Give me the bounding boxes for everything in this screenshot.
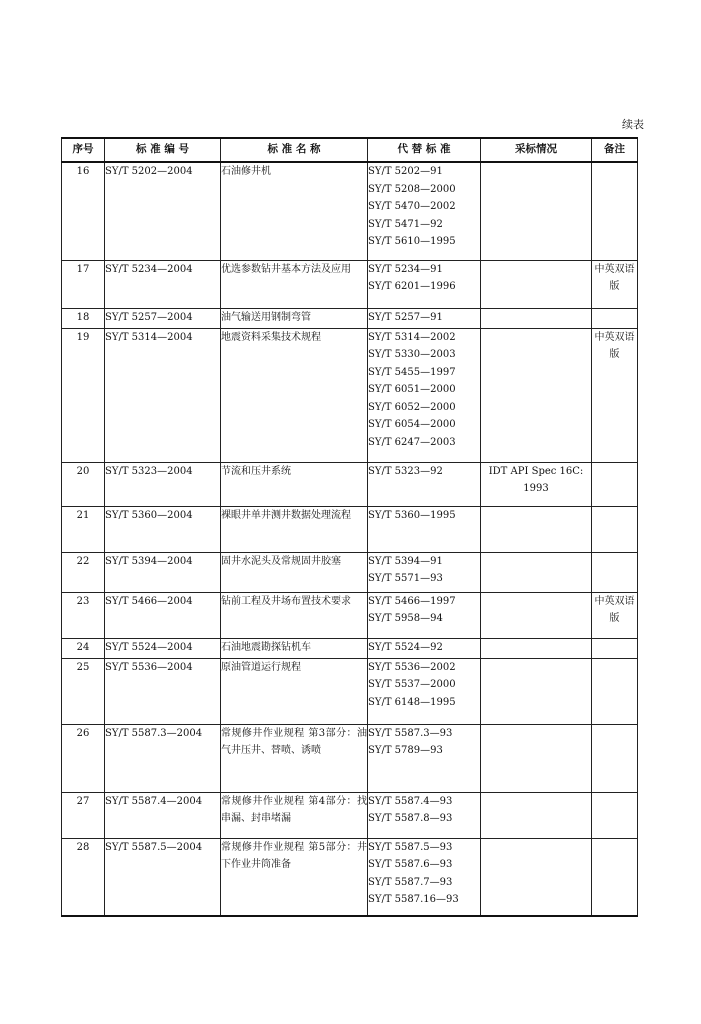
- row-code: SY/T 5323—2004: [105, 462, 221, 506]
- replaced-standard: SY/T 5394—91: [368, 555, 443, 567]
- replaced-standard: SY/T 5323—92: [368, 465, 443, 477]
- row-name-text: 油气输送用钢制弯管: [221, 311, 311, 323]
- row-code: SY/T 5234—2004: [105, 260, 221, 308]
- row-seq: 24: [62, 638, 105, 658]
- row-replaces: [368, 162, 481, 260]
- row-seq: 26: [62, 724, 105, 792]
- row-note: 中英双语版: [592, 328, 638, 462]
- row-replaces: [368, 658, 481, 724]
- table-row: [62, 638, 638, 658]
- replaced-standard: SY/T 5455—1997: [368, 366, 456, 378]
- row-name-text: 固井水泥头及常规固井胶塞: [221, 555, 341, 567]
- table-row: [62, 506, 638, 552]
- replaced-standard: SY/T 5257—91: [368, 311, 443, 323]
- row-adoption: [481, 328, 592, 462]
- row-code: SY/T 5587.4—2004: [105, 792, 221, 838]
- replaced-standard: SY/T 6247—2003: [368, 436, 456, 448]
- row-seq: 19: [62, 328, 105, 462]
- row-code: SY/T 5587.5—2004: [105, 838, 221, 916]
- row-note: [592, 792, 638, 838]
- replaced-standard: SY/T 5314—2002: [368, 331, 456, 343]
- replaced-standard: SY/T 5587.4—93: [368, 795, 453, 807]
- row-replaces: [368, 506, 481, 552]
- replaced-standard: SY/T 5610—1995: [368, 236, 456, 247]
- row-replaces: [368, 308, 481, 328]
- row-code: SY/T 5257—2004: [105, 308, 221, 328]
- replaced-standard: SY/T 5587.8—93: [368, 813, 453, 824]
- table-row: [62, 658, 638, 724]
- row-note: 中英双语版: [592, 592, 638, 638]
- row-name: [221, 260, 368, 308]
- row-adoption: [481, 592, 592, 638]
- replaced-standard: SY/T 6148—1995: [368, 696, 456, 708]
- row-seq: 22: [62, 552, 105, 592]
- row-note: [592, 308, 638, 328]
- row-seq: 27: [62, 792, 105, 838]
- header-name: 标 准 名 称: [221, 138, 368, 162]
- replaced-standard: SY/T 5587.7—93: [368, 876, 453, 888]
- row-replaces: [368, 260, 481, 308]
- row-code: SY/T 5587.3—2004: [105, 724, 221, 792]
- row-code: SY/T 5524—2004: [105, 638, 221, 658]
- table-header-row: [62, 138, 638, 162]
- row-adoption: [481, 838, 592, 916]
- row-code: SY/T 5314—2004: [105, 328, 221, 462]
- standards-table: [61, 137, 638, 917]
- replaced-standard: SY/T 5330—2003: [368, 349, 456, 360]
- replaced-standard: SY/T 5202—91: [368, 166, 443, 177]
- row-code: SY/T 5202—2004: [105, 162, 221, 260]
- replaced-standard: SY/T 6054—2000: [368, 419, 456, 430]
- row-note: [592, 638, 638, 658]
- row-name-text: 优选参数钻井基本方法及应用: [221, 263, 351, 275]
- row-name: [221, 308, 368, 328]
- row-name-text: 节流和压井系统: [221, 465, 291, 477]
- row-note: 中英双语版: [592, 260, 638, 308]
- replaced-standard: SY/T 5587.6—93: [368, 859, 453, 870]
- row-name-text: 地震资料采集技术规程: [221, 331, 321, 343]
- replaced-standard: SY/T 5536—2002: [368, 661, 456, 673]
- row-name-text: 石油修井机: [221, 166, 271, 177]
- row-name: [221, 724, 368, 792]
- row-code: SY/T 5394—2004: [105, 552, 221, 592]
- row-replaces: [368, 792, 481, 838]
- row-name: [221, 462, 368, 506]
- header-note: 备注: [592, 138, 638, 162]
- row-replaces: [368, 592, 481, 638]
- row-adoption: [481, 260, 592, 308]
- row-adoption: [481, 638, 592, 658]
- row-name: [221, 792, 368, 838]
- row-seq: 23: [62, 592, 105, 638]
- row-code: SY/T 5466—2004: [105, 592, 221, 638]
- replaced-standard: SY/T 5958—94: [368, 613, 443, 624]
- row-name-text: 常规修井作业规程 第3部分：油气井压井、替喷、诱喷: [221, 727, 367, 756]
- row-name: [221, 838, 368, 916]
- row-seq: 18: [62, 308, 105, 328]
- row-adoption: IDT API Spec 16C: 1993: [481, 462, 592, 506]
- replaced-standard: SY/T 5470—2002: [368, 201, 456, 212]
- row-name-text: 原油管道运行规程: [221, 661, 301, 673]
- table-row: [62, 724, 638, 792]
- row-seq: 25: [62, 658, 105, 724]
- row-seq: 21: [62, 506, 105, 552]
- row-adoption: [481, 792, 592, 838]
- row-note: [592, 658, 638, 724]
- row-name-text: 常规修井作业规程 第5部分：井下作业井筒准备: [221, 841, 367, 870]
- replaced-standard: SY/T 5571—93: [368, 573, 443, 584]
- row-note: [592, 506, 638, 552]
- row-note: [592, 724, 638, 792]
- replaced-standard: SY/T 6051—2000: [368, 384, 456, 395]
- row-seq: 28: [62, 838, 105, 916]
- replaced-standard: SY/T 5587.3—93: [368, 727, 453, 739]
- row-adoption: [481, 506, 592, 552]
- row-name: [221, 328, 368, 462]
- replaced-standard: SY/T 5524—92: [368, 641, 443, 653]
- table-row: [62, 162, 638, 260]
- table-row: [62, 462, 638, 506]
- header-code: 标 准 编 号: [105, 138, 221, 162]
- replaced-standard: SY/T 5537—2000: [368, 679, 456, 690]
- row-replaces: [368, 638, 481, 658]
- table-row: [62, 838, 638, 916]
- row-name-text: 常规修井作业规程 第4部分：找串漏、封串堵漏: [221, 795, 367, 824]
- replaced-standard: SY/T 5789—93: [368, 745, 443, 756]
- header-adoption: 采标情况: [481, 138, 592, 162]
- row-adoption: [481, 162, 592, 260]
- header-seq: 序号: [62, 138, 105, 162]
- replaced-standard: SY/T 6052—2000: [368, 401, 456, 413]
- replaced-standard: SY/T 5471—92: [368, 218, 443, 230]
- row-replaces: [368, 552, 481, 592]
- row-name: [221, 638, 368, 658]
- replaced-standard: SY/T 5587.16—93: [368, 894, 459, 905]
- table-caption: 续表: [622, 118, 644, 131]
- table-row: [62, 328, 638, 462]
- table-row: [62, 592, 638, 638]
- replaced-standard: SY/T 5587.5—93: [368, 841, 453, 853]
- row-name-text: 钻前工程及井场布置技术要求: [221, 595, 351, 607]
- row-note: [592, 552, 638, 592]
- row-seq: 16: [62, 162, 105, 260]
- row-name: [221, 552, 368, 592]
- row-adoption: [481, 658, 592, 724]
- row-adoption: [481, 552, 592, 592]
- row-name: [221, 592, 368, 638]
- row-name: [221, 658, 368, 724]
- row-note: [592, 462, 638, 506]
- row-name: [221, 162, 368, 260]
- header-replaces: 代 替 标 准: [368, 138, 481, 162]
- row-replaces: [368, 462, 481, 506]
- row-name-text: 裸眼井单井测井数据处理流程: [221, 509, 351, 521]
- table-row: [62, 792, 638, 838]
- replaced-standard: SY/T 5360—1995: [368, 509, 456, 521]
- table-body: [62, 162, 638, 916]
- row-code: SY/T 5536—2004: [105, 658, 221, 724]
- table-row: [62, 260, 638, 308]
- row-replaces: [368, 328, 481, 462]
- row-note: [592, 162, 638, 260]
- row-code: SY/T 5360—2004: [105, 506, 221, 552]
- row-seq: 17: [62, 260, 105, 308]
- row-replaces: [368, 724, 481, 792]
- replaced-standard: SY/T 5208—2000: [368, 183, 456, 195]
- row-seq: 20: [62, 462, 105, 506]
- row-adoption: [481, 308, 592, 328]
- table-row: [62, 552, 638, 592]
- row-adoption: [481, 724, 592, 792]
- replaced-standard: SY/T 5466—1997: [368, 595, 456, 607]
- row-name: [221, 506, 368, 552]
- replaced-standard: SY/T 6201—1996: [368, 281, 456, 292]
- replaced-standard: SY/T 5234—91: [368, 263, 443, 275]
- row-replaces: [368, 838, 481, 916]
- row-note: [592, 838, 638, 916]
- table-row: [62, 308, 638, 328]
- row-name-text: 石油地震勘探钻机车: [221, 641, 311, 653]
